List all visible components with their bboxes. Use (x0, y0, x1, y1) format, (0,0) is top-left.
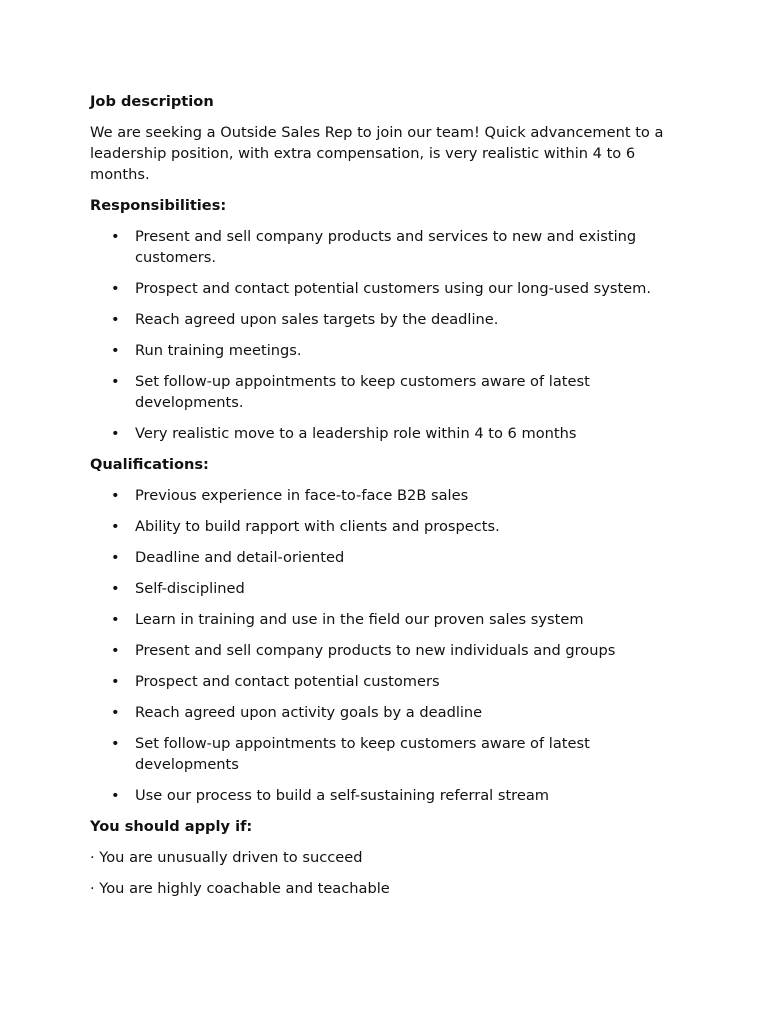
list-item-text: Reach agreed upon activity goals by a deadline (135, 704, 483, 721)
list-item (90, 609, 680, 630)
bullet-icon: • (111, 642, 120, 659)
bullet-icon: • (111, 787, 120, 804)
bullet-icon: • (111, 580, 120, 597)
list-item (90, 578, 680, 599)
list-item-text: Prospect and contact potential customers using our long-used system. (135, 280, 652, 297)
apply-heading: You should apply if: (90, 818, 253, 835)
bullet-icon: • (111, 735, 120, 752)
qualifications-list (90, 485, 680, 806)
list-item (90, 702, 680, 723)
list-item (90, 640, 680, 661)
list-item-text: Deadline and detail-oriented (135, 549, 345, 566)
responsibilities-heading: Responsibilities: (90, 197, 227, 214)
list-item (90, 733, 680, 775)
list-item-text: Very realistic move to a leadership role within 4 to 6 months (135, 425, 577, 442)
list-item-text: Reach agreed upon sales targets by the deadline. (135, 311, 499, 328)
list-item-text: Learn in training and use in the field our proven sales system (135, 611, 584, 628)
list-item (90, 671, 680, 692)
bullet-icon: • (111, 549, 120, 566)
list-item (90, 309, 680, 330)
apply-line: · You are unusually driven to succeed (90, 849, 363, 866)
bullet-icon: • (111, 280, 120, 297)
qualifications-heading: Qualifications: (90, 456, 209, 473)
list-item (90, 340, 680, 361)
list-item (90, 423, 680, 444)
list-item-text: Previous experience in face-to-face B2B sales (135, 487, 469, 504)
list-item (90, 278, 680, 299)
list-item-text: Present and sell company products and services to new and existing customers. (135, 228, 637, 266)
list-item-text: Prospect and contact potential customers (135, 673, 440, 690)
list-item (90, 226, 680, 268)
list-item-text: Ability to build rapport with clients and prospects. (135, 518, 500, 535)
document-page (90, 91, 680, 909)
bullet-icon: • (111, 518, 120, 535)
list-item-text: Present and sell company products to new individuals and groups (135, 642, 616, 659)
list-item (90, 785, 680, 806)
intro-paragraph: We are seeking a Outside Sales Rep to join our team! Quick advancement to a leadership position, with extra compensation, is very realistic within 4 to 6 months. (90, 124, 664, 183)
bullet-icon: • (111, 611, 120, 628)
job-description-title: Job description (90, 93, 214, 110)
list-item-text: Set follow-up appointments to keep customers aware of latest developments. (135, 373, 590, 411)
list-item (90, 371, 680, 413)
bullet-icon: • (111, 704, 120, 721)
bullet-icon: • (111, 487, 120, 504)
bullet-icon: • (111, 228, 120, 245)
list-item-text: Use our process to build a self-sustaining referral stream (135, 787, 550, 804)
bullet-icon: • (111, 673, 120, 690)
list-item (90, 516, 680, 537)
list-item (90, 485, 680, 506)
list-item-text: Set follow-up appointments to keep customers aware of latest developments (135, 735, 590, 773)
bullet-icon: • (111, 373, 120, 390)
bullet-icon: • (111, 311, 120, 328)
bullet-icon: • (111, 342, 120, 359)
bullet-icon: • (111, 425, 120, 442)
list-item (90, 547, 680, 568)
responsibilities-list (90, 226, 680, 444)
list-item-text: Self-disciplined (135, 580, 245, 597)
apply-line: · You are highly coachable and teachable (90, 880, 390, 897)
list-item-text: Run training meetings. (135, 342, 302, 359)
